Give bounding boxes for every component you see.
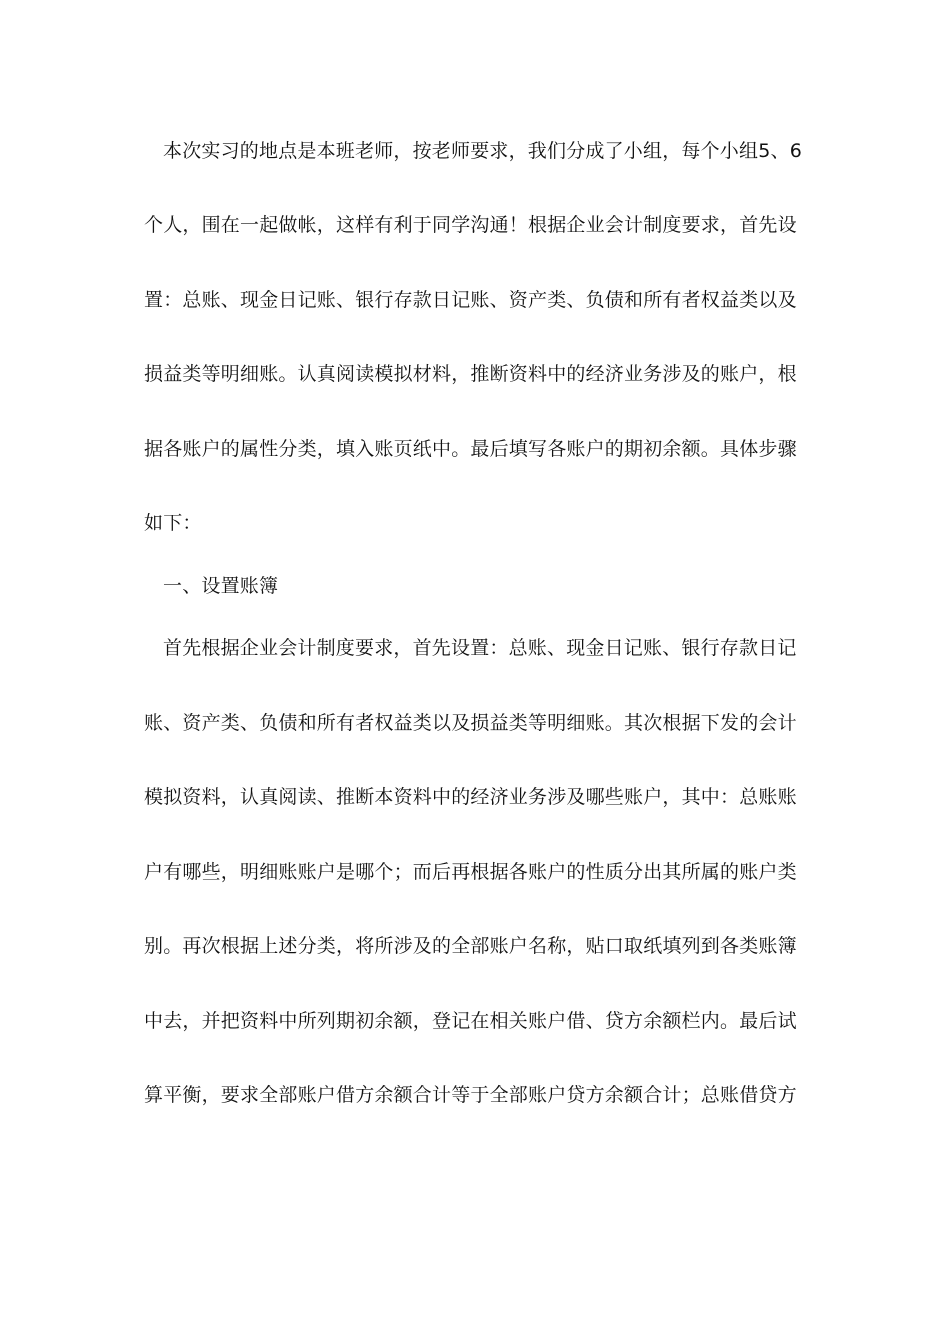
paragraph-1-line-2: 个人，围在一起做帐，这样有利于同学沟通！根据企业会计制度要求，首先设 (144, 214, 797, 236)
paragraph-2-line-4: 户有哪些，明细账账户是哪个；而后再根据各账户的性质分出其所属的账户类 (144, 861, 797, 883)
paragraph-1-line-5: 据各账户的属性分类，填入账页纸中。最后填写各账户的期初余额。具体步骤 (144, 438, 797, 460)
paragraph-1-line-3: 置：总账、现金日记账、银行存款日记账、资产类、负债和所有者权益类以及 (144, 289, 797, 311)
paragraph-2-line-1: 首先根据企业会计制度要求，首先设置：总账、现金日记账、银行存款日记 (163, 637, 797, 659)
paragraph-2-line-3: 模拟资料，认真阅读、推断本资料中的经济业务涉及哪些账户，其中：总账账 (144, 786, 797, 808)
paragraph-2-line-2: 账、资产类、负债和所有者权益类以及损益类等明细账。其次根据下发的会计 (144, 712, 797, 734)
paragraph-2-line-5: 别。再次根据上述分类，将所涉及的全部账户名称，贴口取纸填列到各类账簿 (144, 935, 797, 957)
paragraph-1-line-4: 损益类等明细账。认真阅读模拟材料，推断资料中的经济业务涉及的账户，根 (144, 363, 797, 385)
paragraph-2-line-6: 中去，并把资料中所列期初余额，登记在相关账户借、贷方余额栏内。最后试 (144, 1010, 797, 1032)
paragraph-1-line-1: 本次实习的地点是本班老师，按老师要求，我们分成了小组，每个小组5、6 (163, 140, 802, 162)
paragraph-1-line-6: 如下： (144, 512, 202, 534)
section-heading: 一、设置账簿 (163, 575, 279, 597)
paragraph-2-line-7: 算平衡，要求全部账户借方余额合计等于全部账户贷方余额合计；总账借贷方 (144, 1084, 797, 1106)
